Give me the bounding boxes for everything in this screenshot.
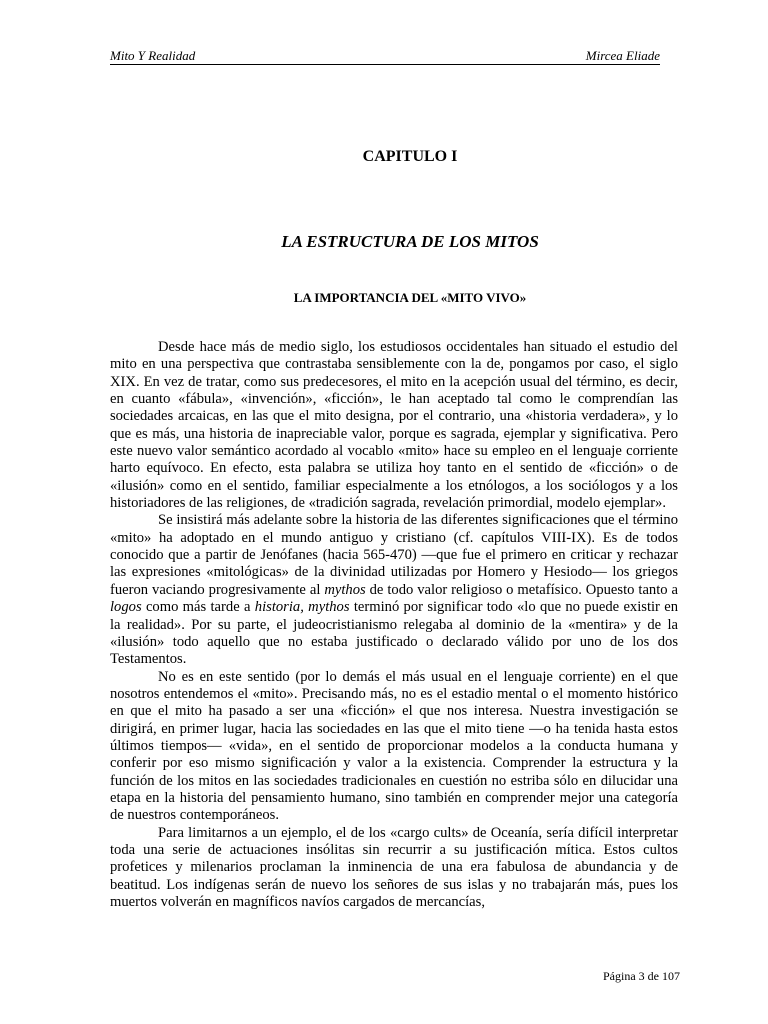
text-run: terminó por significar todo «lo que no puede existir en la realidad». Por su parte, el judeocristianismo relegaba al dominio de la «mentira» y de la «ilusión» todo aquello que no estaba justificado o declarado válido por uno de los dos Testamentos. [110,599,679,668]
text-run: de todo valor religioso o metafísico. Opuesto tanto a [365,581,678,598]
text-run: No es en este sentido (por lo demás el más usual en el lenguaje corriente) en el que nosotros entendemos el «mito». Precisando más, no es el estadio mental o el momento histórico en que el mito ha pasado a ser una «ficción» el que nos interesa. Nuestra investigación se dirigirá, en primer lugar, hacia las sociedades en las que el mito tiene —o ha tenida hasta estos últimos tiempos— «vida», en el sentido de proporcionar modelos a la conducta humana y conferir por eso mismo significación y valor a la existencia. Comprender la estructura y la función de los mitos en las sociedades tradicionales en cuestión no estriba sólo en dilucidar una etapa en la historia del pensamiento humano, sino también en comprender mejor una categoría de nuestros contemporáneos. [110,668,678,824]
text-run: Se insistirá más adelante sobre la historia de las diferentes significaciones que el término «mito» ha adoptado en el mundo antiguo y cristiano (cf. capítulos VIII-IX). Es de todos conocido que a partir de Jenófanes (hacia 565-470) —que fue el primero en criticar y rechazar las expresiones «mitológicas» de la divinidad utilizadas por Homero y Hesiodo— los griegos fueron vaciando progresivamente al [110,512,678,598]
text-run: Para limitarnos a un ejemplo, el de los «cargo cults» de Oceanía, sería difícil interpretar toda una serie de actuaciones insólitas sin recurrir a su justificación mítica. Estos cultos profetices y milenarios proclaman la inminencia de una era fabulosa de abundancia y de beatitud. Los indígenas serán de nuevo los señores de sus islas y no trabajarán más, pues los muertos volverán en magníficos navíos cargados de mercancías, [110,824,678,910]
chapter-title: LA ESTRUCTURA DE LOS MITOS [281,232,539,251]
text-run: Desde hace más de medio siglo, los estudiosos occidentales han situado el estudio del mito en una perspectiva que contrastaba sensiblemente con la de, pongamos por caso, el siglo XIX. En vez de tratar, como sus predecesores, el mito en la acepción usual del término, es decir, en cuanto «fábula», «invención», «ficción», le han aceptado tal como le comprendían las sociedades arcaicas, en las que el mito designa, por el contrario, una «historia verdadera», y lo que es más, una historia de inapreciable valor, porque es sagrada, ejemplar y significativa. Pero este nuevo valor semántico acordado al vocablo «mito» hace su empleo en el lenguaje corriente harto equívoco. En efecto, esta palabra se utiliza hoy tanto en el sentido de «ficción» o de «ilusión» como en el sentido, familiar especialmente a los etnólogos, a los sociólogos y a los historiadores de las religiones, de «tradición sagrada, revelación primordial, modelo ejemplar». [110,339,678,512]
paragraph [110,669,678,825]
text-run: como más tarde a [141,599,255,616]
header-book-title: Mito Y Realidad [110,48,196,63]
paragraph [110,512,678,668]
italic-term: historia, mythos [254,599,350,616]
header-author: Mircea Eliade [585,48,660,63]
section-heading: LA IMPORTANCIA DEL «MITO VIVO» [293,290,527,305]
page-number: Página 3 de 107 [603,969,680,983]
italic-term: logos [110,599,142,616]
chapter-heading: CAPITULO I [362,148,458,165]
italic-term: mythos [324,581,366,598]
paragraph [110,339,678,512]
running-header [110,48,660,65]
body-text [110,339,678,911]
paragraph [110,825,678,912]
